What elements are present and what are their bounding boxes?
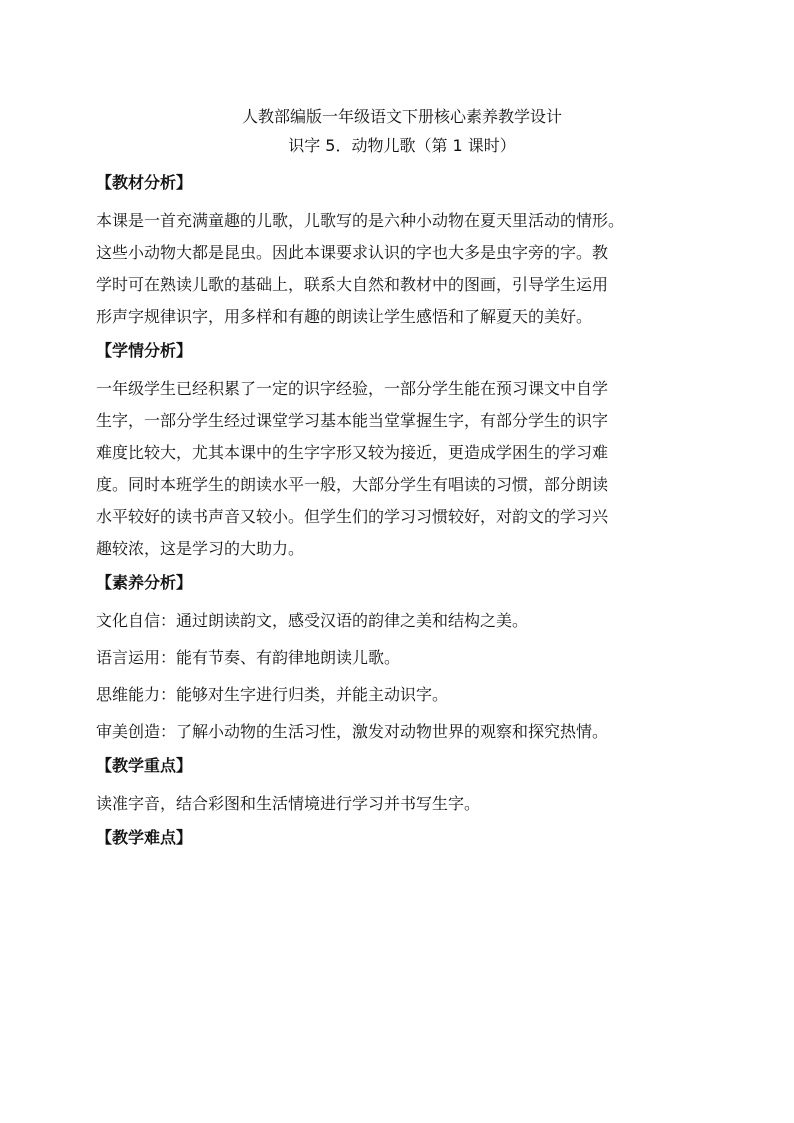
- section-body-students: [96, 373, 708, 565]
- section-heading-literacy: 【素养分析】: [96, 573, 193, 592]
- paragraph-line: 这些小动物大都是昆虫。因此本课要求认识的字也大多是虫字旁的字。教: [96, 243, 609, 262]
- section-heading-students: 【学情分析】: [96, 341, 193, 360]
- document-title: 人教部编版一年级语文下册核心素养教学设计: [241, 107, 562, 126]
- paragraph-line: 难度比较大，尤其本课中的生字字形又较为接近，更造成学困生的学习难: [96, 443, 609, 462]
- section-heading-difficulties: 【教学难点】: [96, 828, 193, 847]
- paragraph-line: 生字，一部分学生经过课堂学习基本能当堂掌握生字，有部分学生的识字: [96, 411, 609, 430]
- paragraph-line: 一年级学生已经积累了一定的识字经验，一部分学生能在预习课文中自学: [96, 379, 609, 398]
- section-body-material: [96, 205, 708, 333]
- section-heading-key-points: 【教学重点】: [96, 756, 193, 775]
- document-subtitle: 识字 5．动物儿歌（第 1 课时）: [288, 136, 516, 155]
- key-points-text: 读准字音，结合彩图和生活情境进行学习并书写生字。: [96, 794, 481, 813]
- paragraph-line: 学时可在熟读儿歌的基础上，联系大自然和教材中的图画，引导学生运用: [96, 275, 609, 294]
- literacy-item-thinking: 思维能力：能够对生字进行归类，并能主动识字。: [96, 685, 449, 704]
- literacy-item-aesthetics: 审美创造：了解小动物的生活习性，激发对动物世界的观察和探究热情。: [96, 722, 609, 741]
- section-heading-material: 【教材分析】: [96, 173, 193, 192]
- paragraph-line: 度。同时本班学生的朗读水平一般，大部分学生有唱读的习惯，部分朗读: [96, 475, 609, 494]
- paragraph-line: 本课是一首充满童趣的儿歌，儿歌写的是六种小动物在夏天里活动的情形。: [96, 211, 625, 230]
- literacy-item-language: 语言运用：能有节奏、有韵律地朗读儿歌。: [96, 648, 401, 667]
- document-content: [96, 104, 708, 860]
- literacy-item-culture: 文化自信：通过朗读韵文，感受汉语的韵律之美和结构之美。: [96, 611, 529, 630]
- paragraph-line: 水平较好的读书声音又较小。但学生们的学习习惯较好，对韵文的学习兴: [96, 507, 609, 526]
- paragraph-line: 形声字规律识字，用多样和有趣的朗读让学生感悟和了解夏天的美好。: [96, 307, 593, 326]
- section-body-literacy: [96, 605, 708, 753]
- paragraph-line: 趣较浓，这是学习的大助力。: [96, 539, 305, 558]
